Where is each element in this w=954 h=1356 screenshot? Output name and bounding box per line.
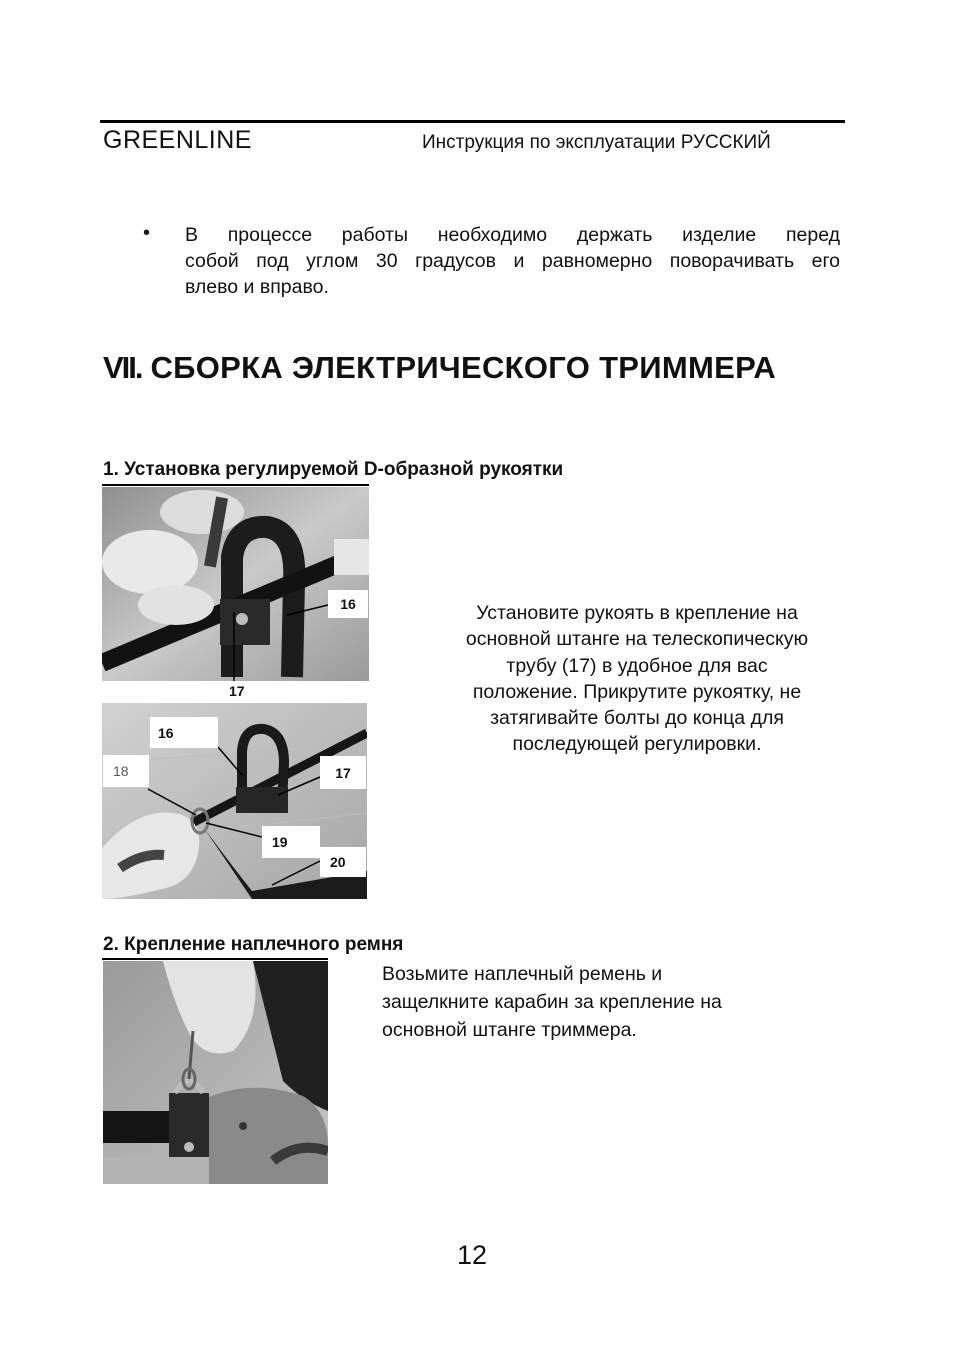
page-number: 12: [457, 1240, 488, 1270]
bullet-paragraph: [185, 222, 840, 300]
step2-heading: 2. Крепление наплечного ремня: [103, 934, 404, 955]
description-line: положение. Прикрутите рукоятку, не: [472, 680, 802, 703]
description-line: Возьмите наплечный ремень и: [382, 963, 663, 985]
header-rule: [100, 120, 845, 123]
description-line: основной штанге на телескопическую: [465, 628, 809, 651]
callout-16: 16: [328, 590, 368, 618]
bullet-line: собой под углом 30 градусов и равномерно поворачивать его: [185, 250, 840, 272]
photo-handle-mounting: [102, 487, 369, 681]
bullet-icon: •: [143, 222, 151, 244]
step1-description: [432, 600, 842, 758]
bullet-line: В процессе работы необходимо держать изделие перед: [185, 224, 840, 246]
step2-description: [382, 960, 802, 1044]
callout-16: 16: [150, 717, 218, 748]
callout-17: 17: [229, 683, 245, 699]
section-numeral: VII.: [103, 350, 142, 385]
step1-heading: 1. Установка регулируемой D-образной рукоятки: [103, 459, 564, 480]
bullet-line: влево и вправо.: [185, 276, 329, 298]
description-line: трубу (17) в удобное для вас: [506, 654, 768, 677]
step2-heading-rule: [102, 958, 328, 960]
description-line: защелкните карабин за крепление на: [382, 991, 722, 1013]
section-title: [103, 350, 776, 386]
header-title: Инструкция по эксплуатации РУССКИЙ: [422, 132, 771, 153]
callout-17: 17: [320, 756, 366, 789]
description-line: основной штанге триммера.: [382, 1019, 637, 1041]
description-line: затягивайте болты до конца для: [490, 707, 784, 730]
step1-heading-rule: [102, 484, 369, 486]
callout-19: 19: [262, 826, 320, 858]
callout-20: 20: [320, 847, 366, 877]
description-line: последующей регулировки.: [512, 733, 762, 756]
photo-shoulder-strap: [103, 961, 328, 1184]
brand-name: GREENLINE: [103, 126, 252, 154]
description-line: Установите рукоять в крепление на: [476, 602, 798, 624]
section-title-text: СБОРКА ЭЛЕКТРИЧЕСКОГО ТРИММЕРА: [150, 350, 777, 385]
callout-18: 18: [103, 755, 149, 787]
